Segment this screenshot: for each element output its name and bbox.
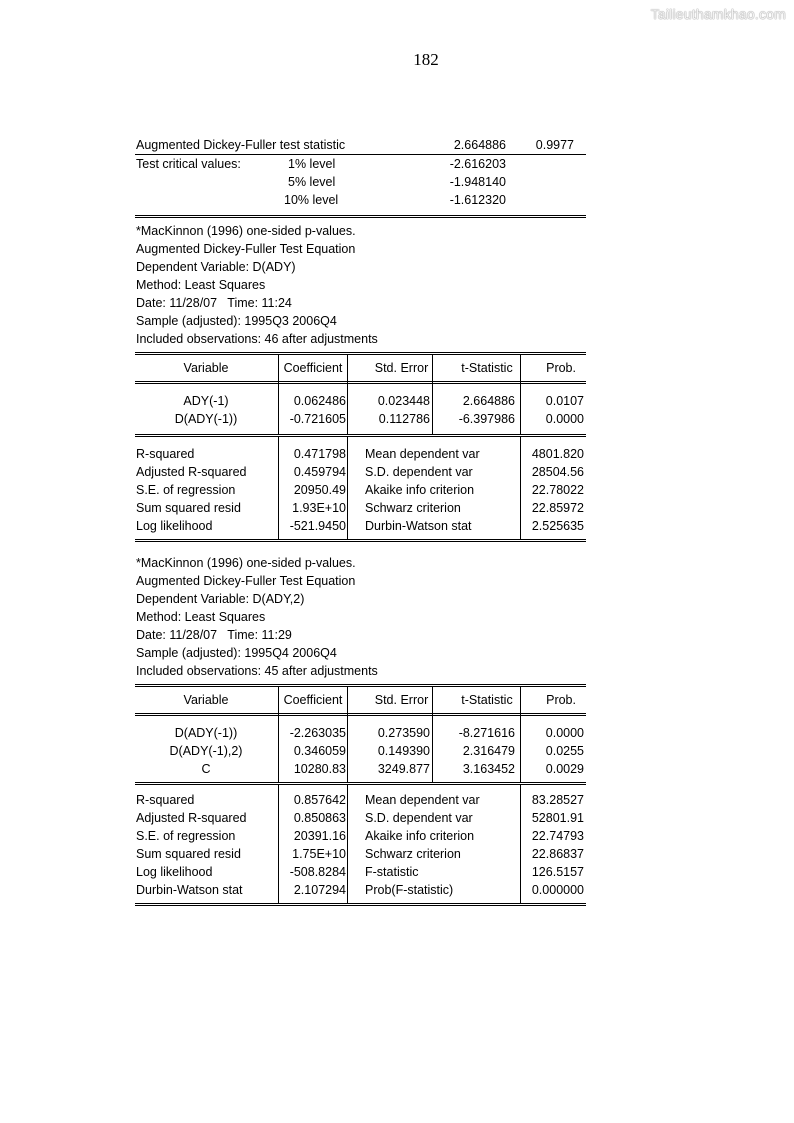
cell-prob: 0.0255 xyxy=(545,744,584,758)
cell-t-statistic: 3.163452 xyxy=(462,762,515,776)
cell-variable: D(ADY(-1),2) xyxy=(169,744,243,758)
eq1-info-line: Date: 11/28/07 Time: 11:24 xyxy=(136,296,292,310)
stat-label: Sum squared resid xyxy=(136,847,241,861)
eq2-info-line: Method: Least Squares xyxy=(136,610,266,624)
cell-std-error: 0.112786 xyxy=(378,412,430,426)
stat-value: 0.471798 xyxy=(293,447,346,461)
stat-label: Adjusted R-squared xyxy=(136,465,247,479)
stat-value: 1.93E+10 xyxy=(292,501,346,515)
eq2-info-line: Included observations: 45 after adjustments xyxy=(136,664,378,678)
col-header: Std. Error xyxy=(374,693,429,707)
double-divider xyxy=(135,903,586,906)
table-row xyxy=(135,392,586,410)
critical-row-3 xyxy=(135,191,586,209)
col-header: Prob. xyxy=(546,361,576,375)
stat-label: Sum squared resid xyxy=(136,501,241,515)
stat-label: Durbin-Watson stat xyxy=(136,883,243,897)
stat-row xyxy=(135,445,586,463)
cell-coefficient: -2.263035 xyxy=(289,726,346,740)
stat-label: S.E. of regression xyxy=(136,483,236,497)
cell-variable: D(ADY(-1)) xyxy=(174,412,238,426)
eq1-info-line: *MacKinnon (1996) one-sided p-values. xyxy=(136,224,356,238)
stat-row xyxy=(135,463,586,481)
eq1-info-line: Included observations: 46 after adjustments xyxy=(136,332,378,346)
stat-value: 1.75E+10 xyxy=(292,847,346,861)
stat-label: Prob(F-statistic) xyxy=(365,883,454,897)
table-row xyxy=(135,760,586,778)
stat-value: -521.9450 xyxy=(289,519,346,533)
stat-value: 2.525635 xyxy=(531,519,584,533)
level-label: 10% level xyxy=(284,193,339,207)
cell-coefficient: 0.346059 xyxy=(293,744,346,758)
stat-value: 22.86837 xyxy=(531,847,584,861)
stat-value: 2.107294 xyxy=(293,883,346,897)
level-value: -1.948140 xyxy=(449,175,506,189)
stat-value: 0.459794 xyxy=(293,465,346,479)
cell-t-statistic: 2.664886 xyxy=(462,394,515,408)
cell-std-error: 0.023448 xyxy=(377,394,430,408)
stat-row xyxy=(135,863,586,881)
stat-row xyxy=(135,881,586,899)
stat-value: 20391.16 xyxy=(293,829,346,843)
eq2-info-line: Dependent Variable: D(ADY,2) xyxy=(136,592,305,606)
adf-stat-label: Augmented Dickey-Fuller test statistic xyxy=(136,138,346,152)
col-header: Coefficient xyxy=(283,361,343,375)
eq1-info-line: Sample (adjusted): 1995Q3 2006Q4 xyxy=(136,314,337,328)
critical-row-1 xyxy=(135,155,586,173)
critical-label: Test critical values: xyxy=(136,157,241,171)
stat-value: -508.8284 xyxy=(289,865,346,879)
eq2-info-line: *MacKinnon (1996) one-sided p-values. xyxy=(136,556,356,570)
stat-value: 22.78022 xyxy=(531,483,584,497)
cell-prob: 0.0000 xyxy=(545,412,584,426)
stat-value: 22.85972 xyxy=(531,501,584,515)
stat-label: R-squared xyxy=(136,793,195,807)
stat-row xyxy=(135,791,586,809)
cell-variable: ADY(-1) xyxy=(183,394,229,408)
stat-row xyxy=(135,481,586,499)
page-number: 182 xyxy=(413,50,439,69)
eq2-info-line: Augmented Dickey-Fuller Test Equation xyxy=(136,574,356,588)
cell-std-error: 0.273590 xyxy=(377,726,430,740)
stat-label: Log likelihood xyxy=(136,519,213,533)
cell-t-statistic: -8.271616 xyxy=(458,726,515,740)
stat-value: 22.74793 xyxy=(531,829,584,843)
stat-label: F-statistic xyxy=(365,865,419,879)
cell-t-statistic: 2.316479 xyxy=(462,744,515,758)
stat-label: S.D. dependent var xyxy=(365,811,473,825)
table-row xyxy=(135,742,586,760)
stat-value: 83.28527 xyxy=(531,793,584,807)
col-header: Std. Error xyxy=(374,361,429,375)
stat-value: 126.5157 xyxy=(531,865,584,879)
cell-prob: 0.0029 xyxy=(545,762,584,776)
stat-label: Akaike info criterion xyxy=(365,483,475,497)
stat-value: 4801.820 xyxy=(531,447,584,461)
stat-label: Mean dependent var xyxy=(365,447,480,461)
cell-std-error: 0.149390 xyxy=(377,744,430,758)
adf-stat-row xyxy=(135,136,586,154)
stat-value: 0.850863 xyxy=(293,811,346,825)
stat-label: Akaike info criterion xyxy=(365,829,475,843)
stat-row xyxy=(135,827,586,845)
stat-value: 28504.56 xyxy=(531,465,584,479)
document-body xyxy=(135,136,586,906)
col-header: t-Statistic xyxy=(461,361,513,375)
stat-value: 0.857642 xyxy=(293,793,346,807)
eq2-header-row xyxy=(135,691,586,709)
level-label: 1% level xyxy=(288,157,336,171)
stat-label: Adjusted R-squared xyxy=(136,811,247,825)
eq2-table xyxy=(135,687,586,782)
stat-label: R-squared xyxy=(136,447,195,461)
cell-std-error: 3249.877 xyxy=(377,762,430,776)
stat-row xyxy=(135,517,586,535)
col-header: Variable xyxy=(183,361,229,375)
watermark-text: Tailieuthamkhao.com xyxy=(650,6,786,22)
cell-variable: C xyxy=(201,762,211,776)
eq2-stats xyxy=(135,785,586,903)
eq2-info-line: Sample (adjusted): 1995Q4 2006Q4 xyxy=(136,646,337,660)
cell-prob: 0.0000 xyxy=(545,726,584,740)
table-row xyxy=(135,724,586,742)
eq1-table xyxy=(135,355,586,434)
eq1-info-line: Method: Least Squares xyxy=(136,278,266,292)
eq1-stats xyxy=(135,437,586,539)
eq2-info-line: Date: 11/28/07 Time: 11:29 xyxy=(136,628,292,642)
adf-stat-prob: 0.9977 xyxy=(535,138,574,152)
level-value: -2.616203 xyxy=(449,157,506,171)
stat-label: S.E. of regression xyxy=(136,829,236,843)
cell-prob: 0.0107 xyxy=(545,394,584,408)
cell-coefficient: 0.062486 xyxy=(293,394,346,408)
level-label: 5% level xyxy=(288,175,336,189)
stat-row xyxy=(135,845,586,863)
col-header: Prob. xyxy=(546,693,576,707)
eq1-info-line: Augmented Dickey-Fuller Test Equation xyxy=(136,242,356,256)
cell-variable: D(ADY(-1)) xyxy=(174,726,238,740)
level-value: -1.612320 xyxy=(449,193,506,207)
stat-label: Schwarz criterion xyxy=(365,847,461,861)
stat-label: Mean dependent var xyxy=(365,793,480,807)
stat-value: 20950.49 xyxy=(293,483,346,497)
stat-label: S.D. dependent var xyxy=(365,465,473,479)
critical-row-2 xyxy=(135,173,586,191)
stat-label: Log likelihood xyxy=(136,865,213,879)
adf-stat-value: 2.664886 xyxy=(453,138,506,152)
cell-coefficient: -0.721605 xyxy=(289,412,346,426)
stat-label: Schwarz criterion xyxy=(365,501,461,515)
eq1-info-line: Dependent Variable: D(ADY) xyxy=(136,260,296,274)
col-header: t-Statistic xyxy=(461,693,513,707)
table-row xyxy=(135,410,586,428)
col-header: Variable xyxy=(183,693,229,707)
cell-t-statistic: -6.397986 xyxy=(458,412,515,426)
col-header: Coefficient xyxy=(283,693,343,707)
stat-row xyxy=(135,499,586,517)
stat-value: 52801.91 xyxy=(531,811,584,825)
eq1-header-row xyxy=(135,359,586,377)
cell-coefficient: 10280.83 xyxy=(293,762,346,776)
stat-row xyxy=(135,809,586,827)
stat-value: 0.000000 xyxy=(531,883,584,897)
stat-label: Durbin-Watson stat xyxy=(365,519,472,533)
